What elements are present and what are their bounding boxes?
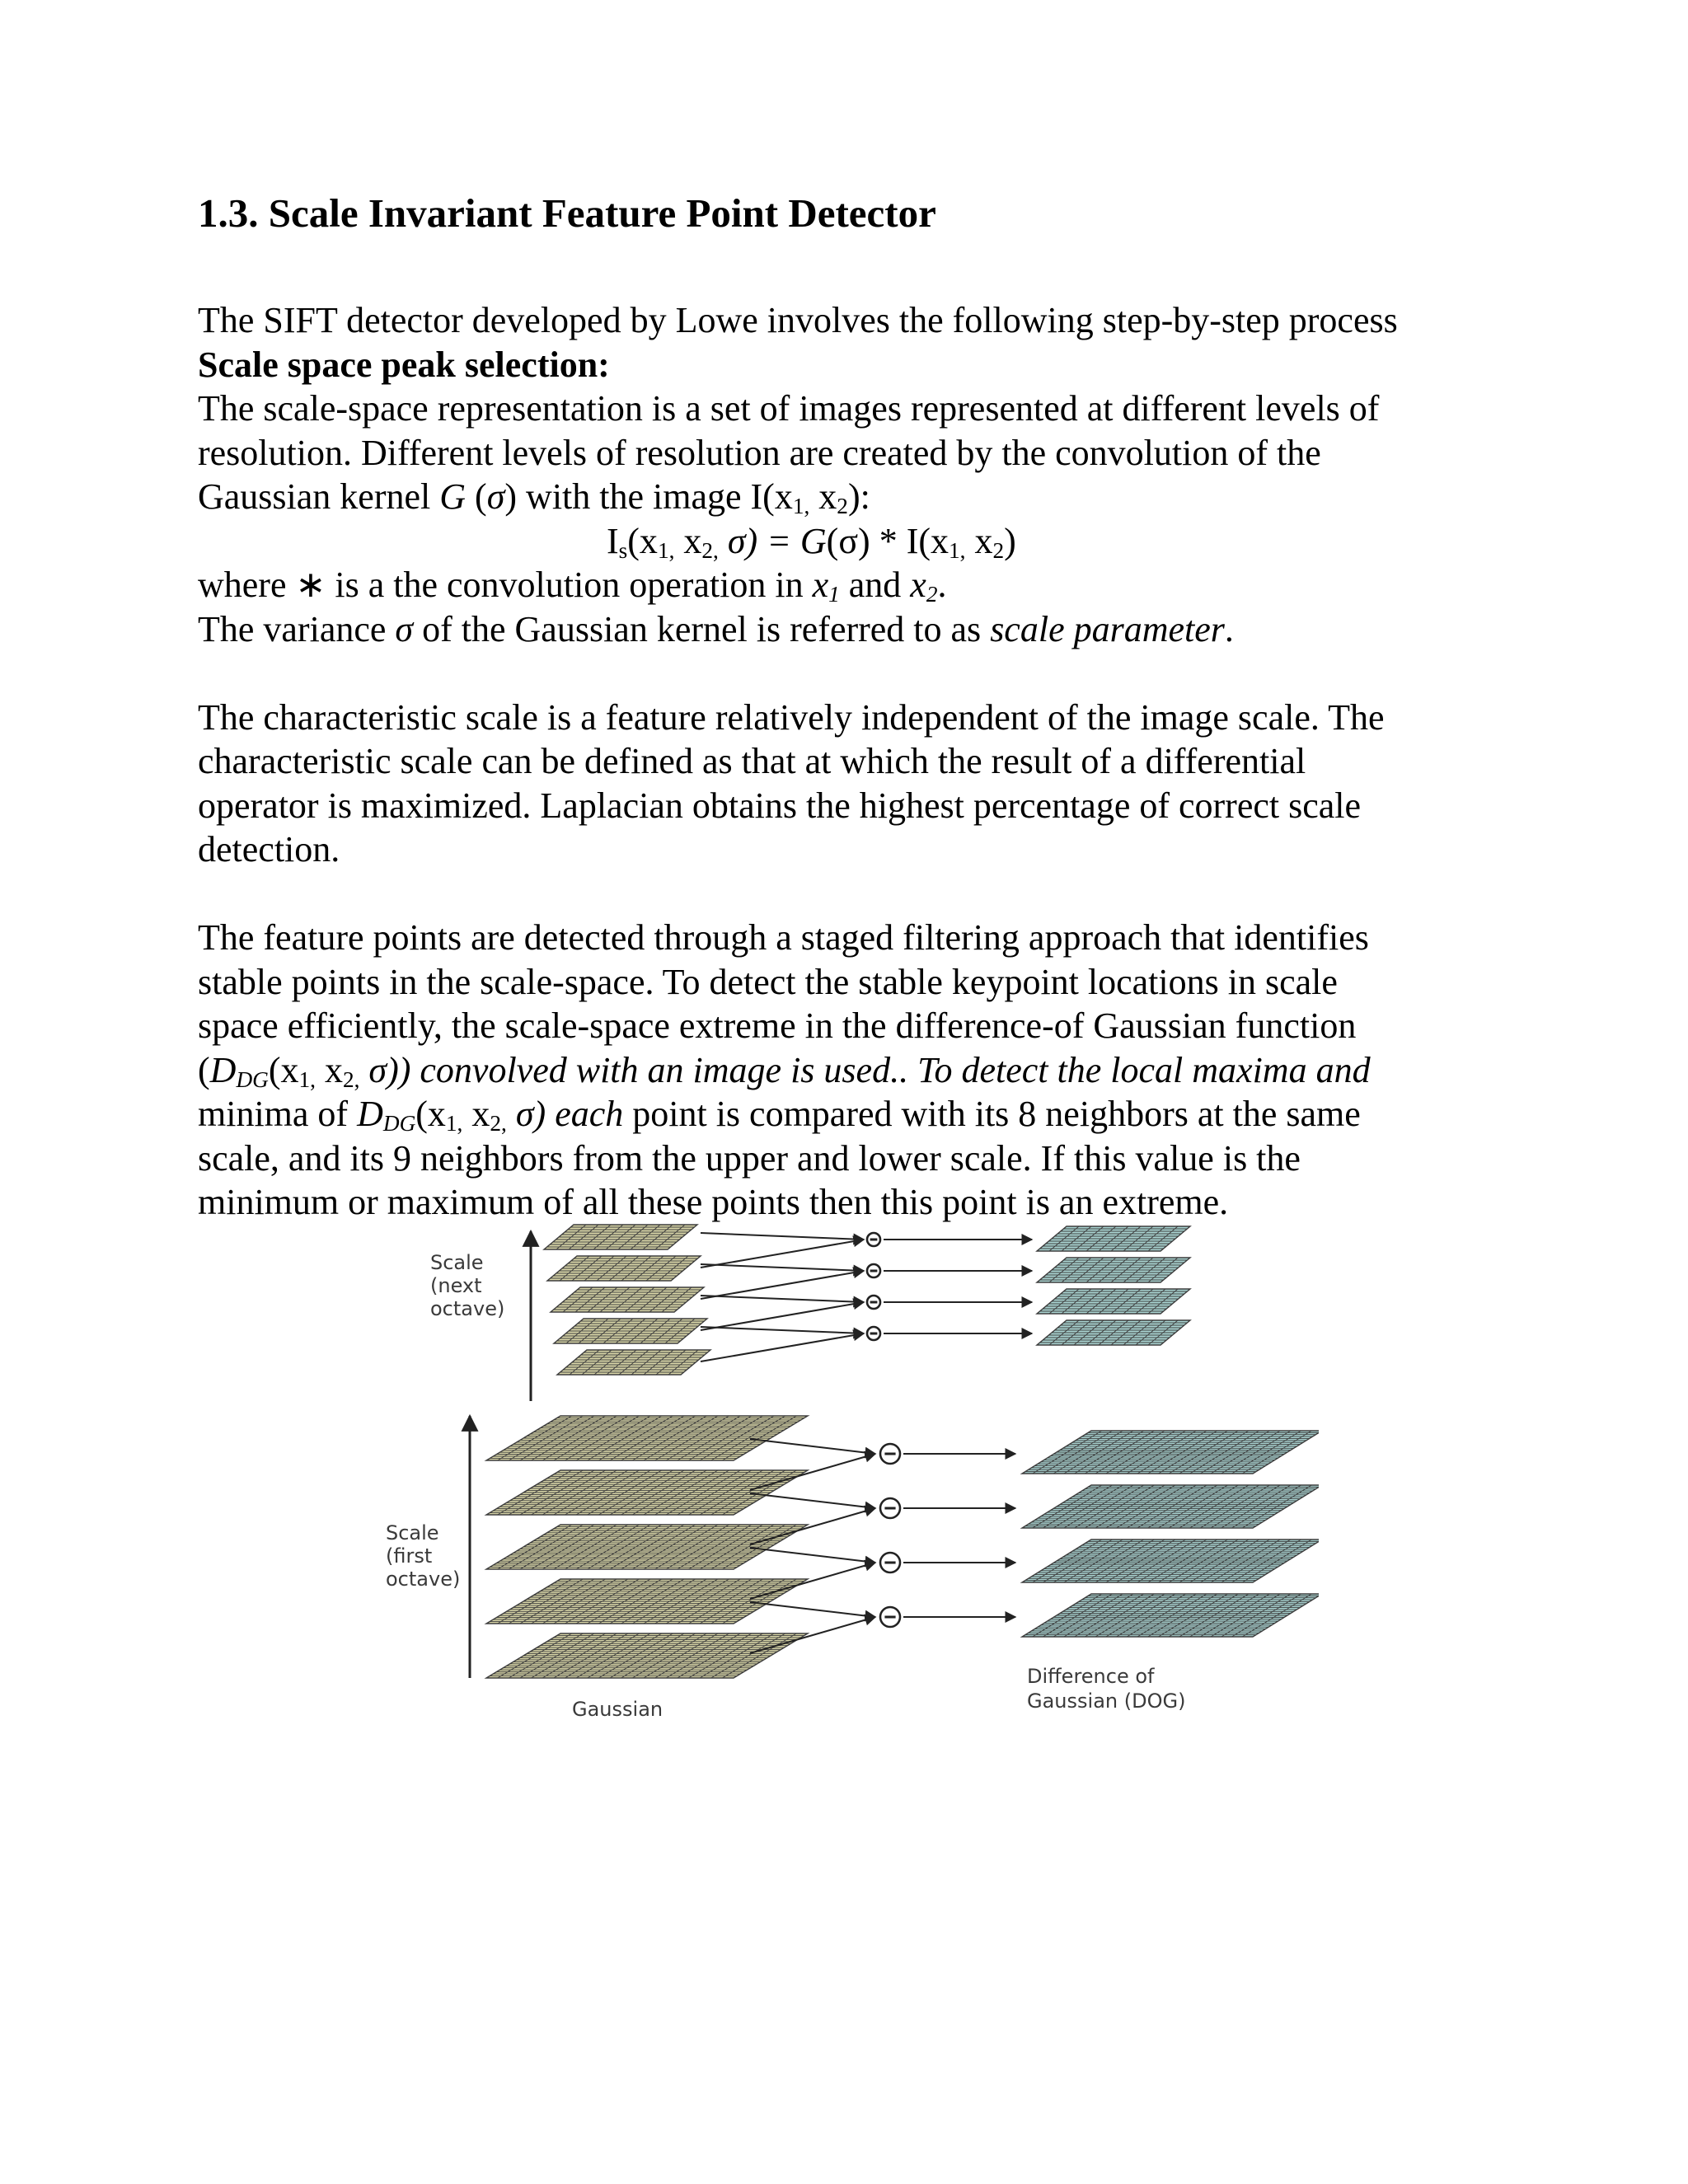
text-run: x: [674, 520, 702, 561]
text-run: (x: [627, 520, 658, 561]
symbol-x2: x: [910, 565, 926, 605]
text-run: (σ) * I(x: [826, 520, 949, 561]
spacer: [198, 651, 1517, 696]
text-run: (: [466, 476, 487, 517]
arrow-to-operator-next: [701, 1233, 864, 1240]
dog-label: Difference of: [1027, 1665, 1155, 1688]
subscript: 1,: [298, 1066, 316, 1092]
arrow-to-operator-next: [701, 1240, 864, 1268]
symbol-g: G: [439, 476, 467, 517]
paragraph-line: [198, 475, 1517, 519]
paragraph-line: space efficiently, the scale-space extreme in the difference-of Gaussian function: [198, 1005, 1357, 1046]
symbol-d: D: [357, 1094, 383, 1134]
body-text: [198, 298, 1517, 1225]
paragraph-line: [198, 607, 1517, 652]
text-run: where ∗ is a the convolution operation in: [198, 565, 813, 605]
scale-first-label: Scale: [386, 1521, 439, 1544]
text-run: (: [198, 1049, 210, 1090]
paragraph-line: The scale-space representation is a set of images represented at different levels of: [198, 388, 1380, 429]
text-run: σ)) convolved with an image is used.. To detect the local maxima and: [359, 1049, 1371, 1090]
subscript: 2,: [701, 537, 719, 563]
text-run: (x: [268, 1049, 299, 1090]
subscript: DG: [236, 1066, 269, 1092]
text-run: ): [1004, 520, 1016, 561]
intro-line: The SIFT detector developed by Lowe involves the following step-by-step process: [198, 300, 1398, 340]
paragraph-line: operator is maximized. Laplacian obtains the highest percentage of correct scale: [198, 785, 1362, 826]
dog-pyramid-diagram: [363, 1221, 1319, 1724]
subscript: 2,: [342, 1066, 360, 1092]
symbol-g: G: [799, 520, 827, 561]
paragraph-line: [198, 563, 1517, 607]
paragraph-line: characteristic scale can be defined as that at which the result of a differential: [198, 741, 1306, 781]
subscript: 2,: [490, 1111, 507, 1136]
text-run: ) with the image I(x: [504, 476, 793, 517]
symbol-x1: x: [812, 565, 829, 605]
arrow-to-operator-first: [750, 1439, 875, 1454]
subscript: 1: [828, 582, 840, 607]
scale-next-label: (next: [430, 1274, 482, 1297]
arrow-to-operator-next: [701, 1333, 864, 1361]
text-run: of the Gaussian kernel is referred to as: [413, 608, 991, 649]
arrow-to-operator-next: [701, 1264, 864, 1271]
text-run: I: [607, 520, 619, 561]
subscript: s: [618, 537, 628, 563]
emphasis: scale parameter: [990, 608, 1225, 649]
scale-first-label: octave): [386, 1568, 461, 1591]
subscript: DG: [382, 1111, 416, 1136]
paragraph-line: The characteristic scale is a feature relatively independent of the image scale. The: [198, 696, 1385, 738]
equation: [198, 519, 1517, 564]
paragraph-line: stable points in the scale-space. To detect the stable keypoint locations in scale: [198, 961, 1338, 1002]
subscript: 2: [926, 582, 938, 607]
paragraph-line: scale, and its 9 neighbors from the upper and lower scale. If this value is the: [198, 1137, 1301, 1179]
arrow-to-operator-first: [750, 1602, 875, 1617]
text-run: Gaussian kernel: [198, 476, 440, 517]
section-heading: 1.3. Scale Invariant Feature Point Detector: [198, 190, 936, 236]
subscript: 1,: [949, 537, 966, 563]
text-run: point is compared with its 8 neighbors at the same: [623, 1094, 1361, 1134]
arrow-to-operator-next: [701, 1271, 864, 1299]
subscript: 1,: [792, 494, 810, 518]
paragraph-line: minimum or maximum of all these points then this point is an extreme.: [198, 1182, 1229, 1222]
text-run: x: [965, 520, 993, 561]
scale-first-label: (first: [386, 1544, 433, 1568]
subheading: Scale space peak selection:: [198, 344, 610, 385]
text-run: minima of: [198, 1094, 358, 1134]
text-run: x: [462, 1094, 490, 1134]
subscript: 2: [837, 494, 848, 518]
arrow-to-operator-next: [701, 1296, 864, 1302]
text-run: The variance: [198, 608, 396, 649]
spacer: [198, 872, 1517, 916]
scale-next-label: Scale: [430, 1251, 484, 1274]
text-run: σ) =: [718, 520, 800, 561]
subscript: 1,: [657, 537, 675, 563]
arrow-to-operator-next: [701, 1327, 864, 1333]
paragraph-line: resolution. Different levels of resolution are created by the convolution of the: [198, 432, 1321, 473]
paragraph-line: [198, 1048, 1517, 1093]
paragraph-line: [198, 1092, 1517, 1137]
paragraph-line: detection.: [198, 829, 340, 869]
arrow-to-operator-next: [701, 1302, 864, 1330]
text-run: .: [937, 565, 947, 605]
text-run: ):: [847, 476, 870, 517]
symbol-d: D: [209, 1049, 237, 1090]
text-run: x: [809, 476, 837, 517]
paragraph-line: The feature points are detected through a staged filtering approach that identifies: [198, 917, 1369, 958]
text-run: (x: [415, 1094, 446, 1134]
symbol-sigma: σ: [486, 476, 505, 517]
subscript: 1,: [445, 1111, 463, 1136]
emphasis: each: [555, 1094, 624, 1134]
gaussian-label: Gaussian: [572, 1698, 663, 1721]
text-run: x: [315, 1049, 343, 1090]
scale-next-label: octave): [430, 1297, 505, 1320]
dog-label: Gaussian (DOG): [1027, 1690, 1186, 1713]
symbol-sigma: σ: [395, 608, 414, 649]
text-run: .: [1224, 608, 1234, 649]
arrow-to-operator-first: [750, 1548, 875, 1563]
arrow-to-operator-first: [750, 1493, 875, 1508]
subscript: 2: [992, 537, 1005, 563]
dog-pyramid-figure: [363, 1221, 1319, 1724]
text-run: and: [839, 565, 911, 605]
text-run: σ): [506, 1094, 556, 1134]
